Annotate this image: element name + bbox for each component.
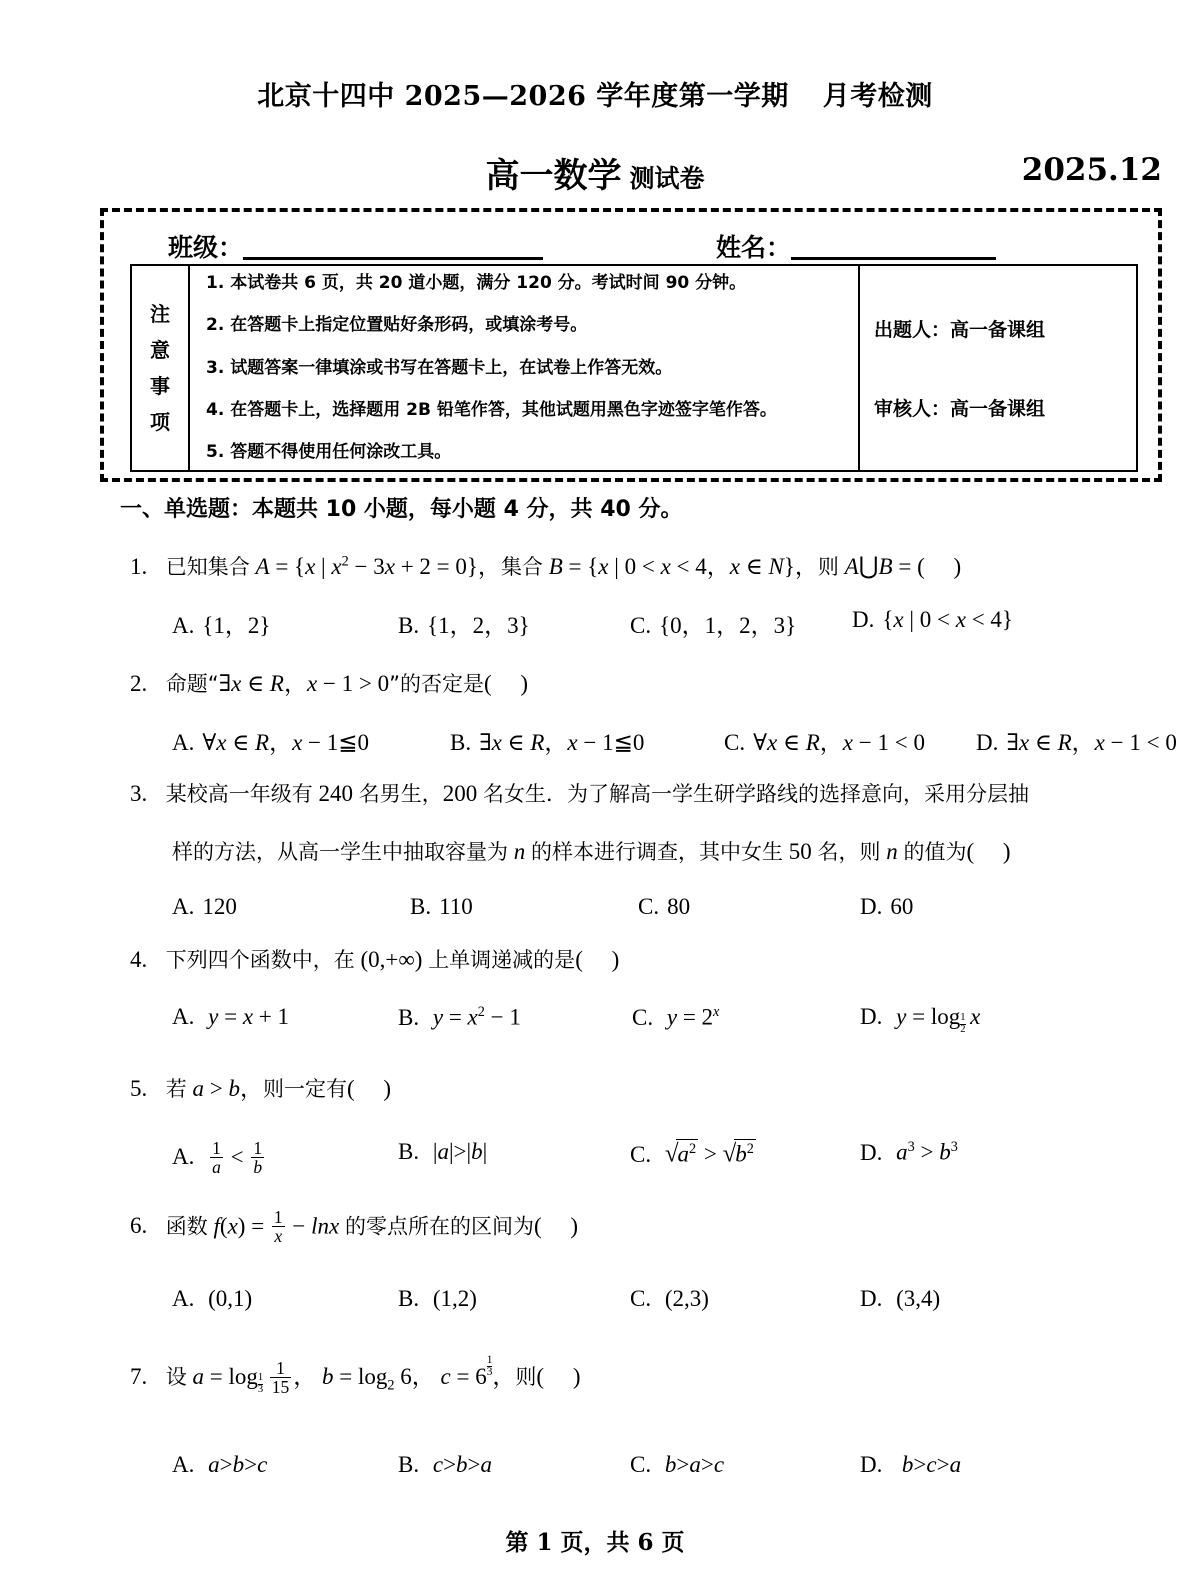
notice-people-cell [860,266,1136,470]
question-1-number: 1. [130,554,148,579]
option-c[interactable]: C. $√a^2 > √b^2$ [630,1140,754,1168]
name-field[interactable] [716,228,996,264]
notice-item: 1. 本试卷共 6 页，共 20 道小题，满分 120 分。考试时间 90 分钟。 [206,273,747,293]
question-7-number: 7. [130,1364,148,1390]
option-d[interactable]: D. b>c>a [860,1452,962,1478]
option-b[interactable]: B. ∃x ∈ R，x − 1≦0 [450,730,645,755]
option-b[interactable]: B. c>b>a [398,1452,493,1478]
notice-item: 5. 答题不得使用任何涂改工具。 [206,442,452,463]
question-1-options [130,607,1170,651]
notice-label-cell [132,266,190,470]
subject-title-group [0,148,1190,197]
name-label: 姓名： [716,233,792,262]
option-b[interactable]: B. 110 [410,894,473,919]
option-b[interactable]: B. |a|>|b| [398,1139,488,1164]
section-heading: 一、单选题：本题共 10 小题，每小题 4 分，共 40 分。 [120,497,683,522]
question-5-options [130,1139,1170,1183]
option-c[interactable]: C. 80 [638,894,691,919]
question-2 [130,665,1177,768]
question-4-options [130,1004,1170,1048]
option-b[interactable]: B. $y = x^2 - 1$ [398,1004,521,1030]
option-a[interactable]: A. $\frac{1}{a}$ < $\frac{1}{b}$ [172,1138,263,1178]
option-a[interactable]: A. {1，2} [172,613,271,638]
option-c[interactable]: C. ∀x ∈ R，x − 1 < 0 [724,730,925,755]
notice-item: 4. 在答题卡上，选择题用 2B 铅笔作答，其他试题用黑色字迹签字笔作答。 [206,399,777,420]
option-a[interactable]: A. ∀x ∈ R，x − 1≦0 [172,730,370,755]
name-input-rule[interactable] [791,233,996,260]
exam-date: 2025.12 [1021,152,1162,188]
subject-header-row [0,148,1190,194]
student-info-row [104,222,1158,264]
question-7 [130,1355,1170,1496]
option-b[interactable]: B. {1，2，3} [398,613,530,638]
paper-reviewer: 审核人：高一备课组 [874,398,1046,420]
option-b[interactable]: B. (1,2) [398,1285,477,1311]
question-6 [130,1208,1170,1330]
exam-type: 月考检测 [822,81,933,112]
class-label: 班级： [168,233,244,262]
question-4-number: 4. [130,947,148,972]
question-3-number: 3. [130,781,148,806]
option-c[interactable]: C. $y = 2^x$ [632,1004,720,1030]
notice-items-cell [190,266,860,470]
option-a[interactable]: A. a>b>c [172,1452,268,1478]
question-3-options [130,894,1170,938]
option-a[interactable]: A. (0,1) [172,1285,253,1311]
option-d[interactable]: D. y = log $\frac{1}{2}$ x [860,1004,981,1035]
option-a[interactable]: A. y = x + 1 [172,1004,290,1029]
option-c[interactable]: C. {0，1，2，3} [630,613,797,638]
option-a[interactable]: A. 120 [172,894,237,919]
question-6-number: 6. [130,1213,148,1239]
option-d[interactable]: D. $a^3 > b^3$ [860,1139,958,1165]
class-input-rule[interactable] [243,233,543,260]
question-3-stem-line1: 3. 某校高一年级有 240 名男生，200 名女生．为了解高一学生研学路线的选择意向，采用分层抽 [130,781,1029,806]
question-2-options [130,724,1177,768]
question-1-stem: 1. 已知集合 A = {x | $x^2 - 3x + 2 = 0$}，集合 B = {x | 0 < x < 4，x ∈ N}，则 A⋃B = ( ) [130,553,962,580]
question-4-stem: 4. 下列四个函数中，在 (0,+∞) 上单调递减的是( ) [130,947,620,972]
question-5 [130,1070,1170,1183]
option-d[interactable]: D. ∃x ∈ R，x − 1 < 0 [976,730,1177,755]
question-5-stem: 5. 若 a > b，则一定有( ) [130,1076,392,1101]
option-d[interactable]: D. {x | 0 < x < 4} [852,607,1013,632]
paper-author: 出题人：高一备课组 [874,319,1046,341]
notice-item: 3. 试题答案一律填涂或书写在答题卡上，在试卷上作答无效。 [206,357,673,378]
exam-header-line [0,74,1190,113]
question-7-stem: 7. 设 a = log $\frac{1}{3}$ $\frac{1}{15}$ ， $b = \log_2 6$， c = 6 $^{\frac{1}{3}}$ ，则( ) [130,1354,581,1398]
notice-table [130,264,1138,472]
question-6-stem: 6. 函数 f(x) = $\frac{1}{x}$ − lnx 的零点所在的区间为( ) [130,1207,579,1247]
option-d[interactable]: D. (3,4) [860,1285,941,1311]
question-3 [130,778,1170,938]
question-4 [130,944,1170,1048]
question-6-options [130,1286,1170,1330]
subject-name: 高一数学 [485,156,622,196]
question-1 [130,548,1170,651]
page-footer: 第 1 页，共 6 页 [505,1529,685,1556]
school-and-term: 北京十四中 2025—2026 学年度第一学期 [257,81,789,112]
question-7-options [130,1452,1170,1496]
notice-label-text: 注 意 事 项 [150,302,170,434]
option-c[interactable]: C. (2,3) [630,1285,709,1311]
option-c[interactable]: C. b>a>c [630,1452,725,1478]
question-5-number: 5. [130,1076,148,1101]
notice-item: 2. 在答题卡上指定位置贴好条形码，或填涂考号。 [206,315,588,336]
option-d[interactable]: D. 60 [860,894,914,919]
class-field[interactable] [168,228,543,264]
paper-label: 测试卷 [629,164,705,193]
notice-dashed-region [100,208,1162,482]
question-3-stem-line2: 样的方法，从高一学生中抽取容量为 n 的样本进行调查，其中女生 50 名，则 n 的值为( ) [172,839,1011,864]
question-2-number: 2. [130,671,148,696]
question-2-stem: 2. 命题“∃x ∈ R，x − 1 > 0”的否定是( ) [130,671,529,696]
